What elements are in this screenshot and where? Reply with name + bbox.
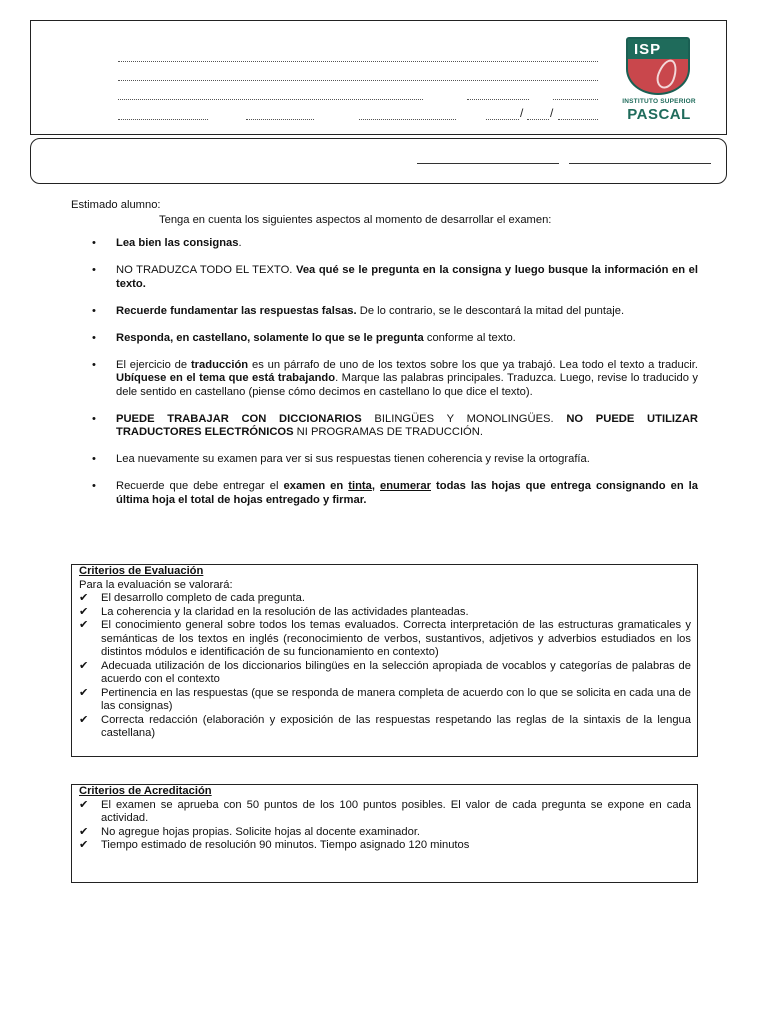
logo-shield-icon: [626, 37, 690, 95]
date-blank-day[interactable]: [486, 119, 519, 120]
list-item: ✔ La coherencia y la claridad en la resolución de las actividades planteadas.: [79, 605, 469, 618]
form-blank-line[interactable]: [118, 61, 598, 62]
bullet-icon: •: [92, 358, 96, 371]
greeting: Estimado alumno:: [71, 199, 161, 211]
check-icon: ✔: [79, 686, 89, 699]
list-item: • El ejercicio de traducción es un párrafo de uno de los textos sobre los que ya trabajó. Lea todo el texto a traducir. Ubíquese en el tema que está trabajando. Marque las palabras principales. Traduzca. Luego, revise lo traducido y dele sentido en castellano (piense cómo decimos en castellano lo que dice el texto).: [92, 358, 699, 398]
list-item: ✔ Pertinencia en las respuestas (que se responda de manera completa de acuerdo con lo que se solicita en cada una de las consignas): [79, 686, 691, 712]
evaluation-lead: Para la evaluación se valorará:: [79, 578, 233, 591]
check-icon: ✔: [79, 713, 89, 726]
list-item: • Responda, en castellano, solamente lo que se le pregunta conforme al texto.: [92, 331, 516, 344]
form-blank-line[interactable]: [118, 99, 423, 100]
accreditation-list: [79, 799, 691, 853]
bullet-icon: •: [92, 304, 96, 317]
logo-abbrev: ISP: [634, 41, 662, 58]
list-item: • Recuerde fundamentar las respuestas falsas. De lo contrario, se le descontará la mitad del puntaje.: [92, 304, 625, 317]
form-blank-line[interactable]: [553, 99, 598, 100]
list-item: ✔ Correcta redacción (elaboración y exposición de las respuestas respetando las reglas de la sintaxis de la lengua castellana): [79, 713, 691, 739]
check-icon: ✔: [79, 659, 89, 672]
check-icon: ✔: [79, 825, 89, 838]
list-item: ✔ No agregue hojas propias. Solicite hojas al docente examinador.: [79, 825, 421, 838]
list-item: ✔ El examen se aprueba con 50 puntos de los 100 puntos posibles. El valor de cada pregunta se expone en cada actividad.: [79, 798, 691, 824]
check-icon: ✔: [79, 619, 89, 631]
list-item: ✔ El conocimiento general sobre todos los temas evaluados. Correcta interpretación de las estructuras gramaticales y semánticas de los textos en inglés (reconocimiento de verbos, sustantivos, adjetivos y adverbios estudiados en los distintos módulos e identificación de su funcionamiento en contexto): [79, 619, 691, 658]
check-icon: ✔: [79, 605, 89, 618]
bullet-icon: •: [92, 331, 96, 344]
evaluation-list: [79, 592, 691, 741]
evaluation-criteria-box: [71, 564, 698, 757]
list-item: ✔ Tiempo estimado de resolución 90 minutos. Tiempo asignado 120 minutos: [79, 839, 470, 851]
form-blank-line[interactable]: [359, 119, 456, 120]
list-item: • NO TRADUZCA TODO EL TEXTO. Vea qué se le pregunta en la consigna y luego busque la información en el texto.: [92, 264, 698, 290]
bullet-icon: •: [92, 480, 96, 492]
signature-line[interactable]: [569, 163, 711, 164]
accreditation-criteria-box: [71, 784, 698, 883]
check-icon: ✔: [79, 798, 89, 811]
evaluation-title: Criterios de Evaluación: [79, 565, 204, 577]
form-blank-line[interactable]: [246, 119, 314, 120]
name-signature-box: [30, 138, 727, 184]
date-blank-year[interactable]: [558, 119, 598, 120]
list-item: • Lea nuevamente su examen para ver si sus respuestas tienen coherencia y revise la ortografía.: [92, 453, 590, 465]
form-blank-line[interactable]: [118, 80, 598, 81]
list-item: ✔ Adecuada utilización de los diccionarios bilingües en la selección apropiada de vocablos y categorías de palabras de acuerdo con el contexto: [79, 659, 691, 685]
list-item: • Lea bien las consignas.: [92, 237, 242, 249]
bullet-icon: •: [92, 453, 96, 465]
isp-pascal-logo: [620, 37, 698, 123]
bullet-icon: •: [92, 237, 96, 249]
date-separator: /: [550, 106, 554, 120]
intro-instruction: Tenga en cuenta los siguientes aspectos al momento de desarrollar el examen:: [159, 213, 552, 226]
bullet-icon: •: [92, 264, 96, 276]
logo-institute: INSTITUTO SUPERIOR: [622, 98, 696, 105]
list-item: • Recuerde que debe entregar el examen en tinta, enumerar todas las hojas que entrega consignando en la última hoja el total de hojas entregado y firmar.: [92, 480, 698, 506]
check-icon: ✔: [79, 592, 89, 604]
signature-line[interactable]: [417, 163, 559, 164]
form-blank-line[interactable]: [467, 99, 529, 100]
instruction-list: [71, 237, 698, 507]
logo-name: PASCAL: [627, 106, 691, 123]
date-blank-month[interactable]: [527, 119, 549, 120]
instructions: [71, 199, 698, 521]
accreditation-title: Criterios de Acreditación: [79, 785, 212, 797]
bullet-icon: •: [92, 412, 96, 425]
leaf-icon: [653, 57, 680, 91]
form-blank-line[interactable]: [118, 119, 208, 120]
check-icon: ✔: [79, 839, 89, 851]
list-item: • PUEDE TRABAJAR CON DICCIONARIOS BILINGÜES Y MONOLINGÜES. NO PUEDE UTILIZAR TRADUCTORES ELECTRÓNICOS NI PROGRAMAS DE TRADUCCIÓN.: [92, 412, 699, 438]
list-item: ✔ El desarrollo completo de cada pregunta.: [79, 592, 305, 604]
date-separator: /: [520, 106, 524, 120]
